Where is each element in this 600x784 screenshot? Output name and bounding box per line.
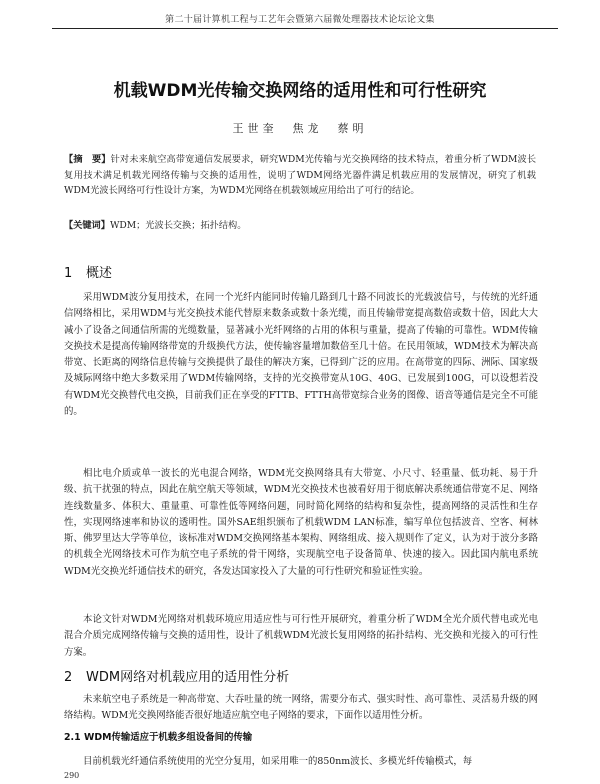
section-2-number: 2: [64, 670, 73, 685]
abstract-text: 针对未来航空高带宽通信发展要求，研究WDM光传输与光交换网络的技术特点，着重分析了WDM波长复用技术满足机载光网络传输与交换的适用性，说明了WDM网络光器件满足机载应用的发展情况，研究了机载WDM光波长网络可行性设计方案，为WDM光网络在机载领域应用给出了可行的结论。: [64, 154, 537, 196]
keywords-text: WDM；光波长交换；拓扑结构。: [109, 220, 247, 231]
section-1-number: 1: [64, 266, 73, 281]
page-number: 290: [64, 771, 80, 780]
section-1-heading: [64, 262, 112, 281]
keywords-label: 【关键词】: [64, 220, 110, 231]
section-1-paragraph-2: 相比电介质或单一波长的光电混合网络，WDM光交换网络具有大带宽、小尺寸、轻重量、低功耗、易于升级、抗干扰强的特点，因此在航空航天等领域，WDM光交换技术也被看好用于彻底解决系统通信带宽不足、网络连线数量多、体积大、重量重、可靠性低等网络问题，同时简化网络的结构和复杂性，提高网络的灵活性和生存性，实现网络速率和协议的透明性。国外SAE组织颁布了机载WDM LAN标准，编写单位包括波音、空客、柯林斯、佛罗里达大学等单位，该标准对WDM交换网络基本架构、网络组成、接入规则作了定义，认为对于波分多路的机载全光网络技术可作为航空电子系统的骨干网络，实现航空电子设备简单、快速的接入。因此国内航电系统WDM光交换光纤通信技术的研究，各发达国家投入了大量的可行性研究和验证性实验。: [64, 468, 538, 577]
section-1-title: 概述: [86, 266, 113, 281]
running-header: 第二十届计算机工程与工艺年会暨第六届微处理器技术论坛论文集: [165, 15, 435, 25]
subsection-paragraph: 目前机载光纤通信系统使用的光空分复用，如采用唯一的850nm波长、多模光纤传输模式，每: [83, 756, 473, 767]
keywords: [64, 218, 536, 233]
paper-title: 机载WDM光传输交换网络的适用性和可行性研究: [113, 81, 487, 101]
header-rule: [52, 28, 558, 29]
section-1-paragraph-3: 本论文针对WDM光网络对机载环境应用适应性与可行性开展研究，着重分析了WDM全光介质代替电或光电混合介质完成网络传输与交换的适用性，设计了机载WDM光波长复用网络的拓扑结构、光交换和光接入的可行性方案。: [64, 614, 538, 658]
section-2-paragraph-1: 未来航空电子系统是一种高带宽、大吞吐量的统一网络，需要分布式、强实时性、高可靠性、灵活易升级的网络结构。WDM光交换网络能否很好地适应航空电子网络的要求，下面作以适用性分析。: [64, 694, 538, 722]
subsection-2-1-heading: [64, 729, 252, 743]
section-2-heading: [64, 666, 289, 685]
abstract-label: 【摘 要】: [64, 154, 111, 165]
section-2-title: WDM网络对机载应用的适用性分析: [86, 670, 290, 685]
abstract: [64, 152, 536, 199]
subsection-title: WDM传输适应于机载多组设备间的传输: [84, 732, 253, 743]
section-1-paragraph-1: 采用WDM波分复用技术，在同一个光纤内能同时传输几路到几十路不同波长的光载波信号，与传统的光纤通信网络相比，采用WDM与光交换技术能代替原来数条或数十条光缆，而且传输带宽提高数倍或数十倍，因此大大减小了设备之间通信所需的光缆数量，显著减小光纤网络的占用的体积与重量，提高了传输的可靠性。WDM传输交换技术是提高传输网络带宽的升级换代方法，使传输容量增加数倍至几十倍。在民用领域，WDM技术为解决高带宽、长距离的网络信息传输与交换提供了最佳的解决方案，已得到广泛的应用。在高带宽的四际、洲际、国家级及城际网络中绝大多数采用了WDM传输网络，支持的光交换带宽从10G、40G、已发展到100G，可以设想若没有WDM光交换替代电交换，目前我们正在享受的FTTB、FTTH高带宽综合业务的图像、语音等通信是完全不可能的。: [64, 292, 538, 418]
subsection-number: 2.1: [64, 732, 81, 743]
paper-authors: 王世奎 焦龙 蔡明: [232, 122, 368, 135]
